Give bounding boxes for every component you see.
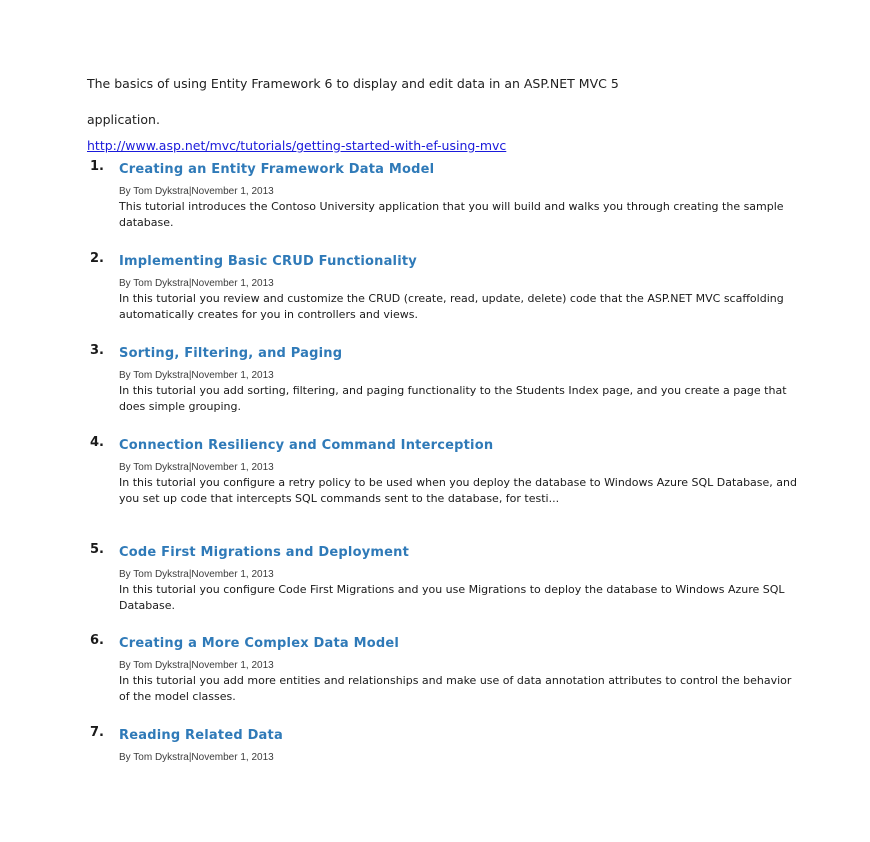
list-item <box>90 158 810 250</box>
item-number: 1. <box>90 159 104 174</box>
tutorial-series-link[interactable]: http://www.asp.net/mvc/tutorials/getting-started-with-ef-using-mvc <box>87 138 507 153</box>
description: In this tutorial you add more entities and relationships and make use of data annotation attributes to control the behavior of the model classes. <box>119 674 792 703</box>
item-number: 6. <box>90 633 104 648</box>
list-item <box>90 724 810 764</box>
description: In this tutorial you configure a retry policy to be used when you deploy the database to Windows Azure SQL Database, and you set up code that intercepts SQL commands sent to the database, for testi... <box>119 476 797 505</box>
tutorial-title-link[interactable]: Creating an Entity Framework Data Model <box>119 162 435 177</box>
description: This tutorial introduces the Contoso University application that you will build and walks you through creating the sample database. <box>119 200 784 229</box>
list-item <box>90 342 810 434</box>
tutorial-title-link[interactable]: Reading Related Data <box>119 728 283 743</box>
tutorial-title-link[interactable]: Implementing Basic CRUD Functionality <box>119 254 417 269</box>
description: In this tutorial you review and customize the CRUD (create, read, update, delete) code that the ASP.NET MVC scaffolding automatically creates for you in controllers and views. <box>119 292 784 321</box>
item-number: 5. <box>90 542 104 557</box>
description: In this tutorial you configure Code First Migrations and you use Migrations to deploy the database to Windows Azure SQL Database. <box>119 583 785 612</box>
description: In this tutorial you add sorting, filtering, and paging functionality to the Students Index page, and you create a page that does simple grouping. <box>119 384 787 413</box>
intro-text-line-1: The basics of using Entity Framework 6 to display and edit data in an ASP.NET MVC 5 <box>87 76 619 91</box>
intro <box>87 66 787 156</box>
byline: By Tom Dykstra|November 1, 2013 <box>119 752 274 763</box>
list-item <box>90 250 810 342</box>
list-item <box>90 632 810 724</box>
tutorial-title-link[interactable]: Code First Migrations and Deployment <box>119 545 410 560</box>
byline: By Tom Dykstra|November 1, 2013 <box>119 370 274 381</box>
item-number: 7. <box>90 725 104 740</box>
item-number: 4. <box>90 435 104 450</box>
byline: By Tom Dykstra|November 1, 2013 <box>119 462 274 473</box>
tutorial-list <box>90 158 810 764</box>
byline: By Tom Dykstra|November 1, 2013 <box>119 278 274 289</box>
byline: By Tom Dykstra|November 1, 2013 <box>119 186 274 197</box>
list-item <box>90 434 810 541</box>
tutorial-title-link[interactable]: Creating a More Complex Data Model <box>119 636 400 651</box>
byline: By Tom Dykstra|November 1, 2013 <box>119 660 274 671</box>
byline: By Tom Dykstra|November 1, 2013 <box>119 569 274 580</box>
item-number: 3. <box>90 343 104 358</box>
intro-text-line-2: application. <box>87 112 160 127</box>
tutorial-title-link[interactable]: Connection Resiliency and Command Interception <box>119 438 494 453</box>
list-item <box>90 541 810 632</box>
item-number: 2. <box>90 251 104 266</box>
tutorial-title-link[interactable]: Sorting, Filtering, and Paging <box>119 346 343 361</box>
